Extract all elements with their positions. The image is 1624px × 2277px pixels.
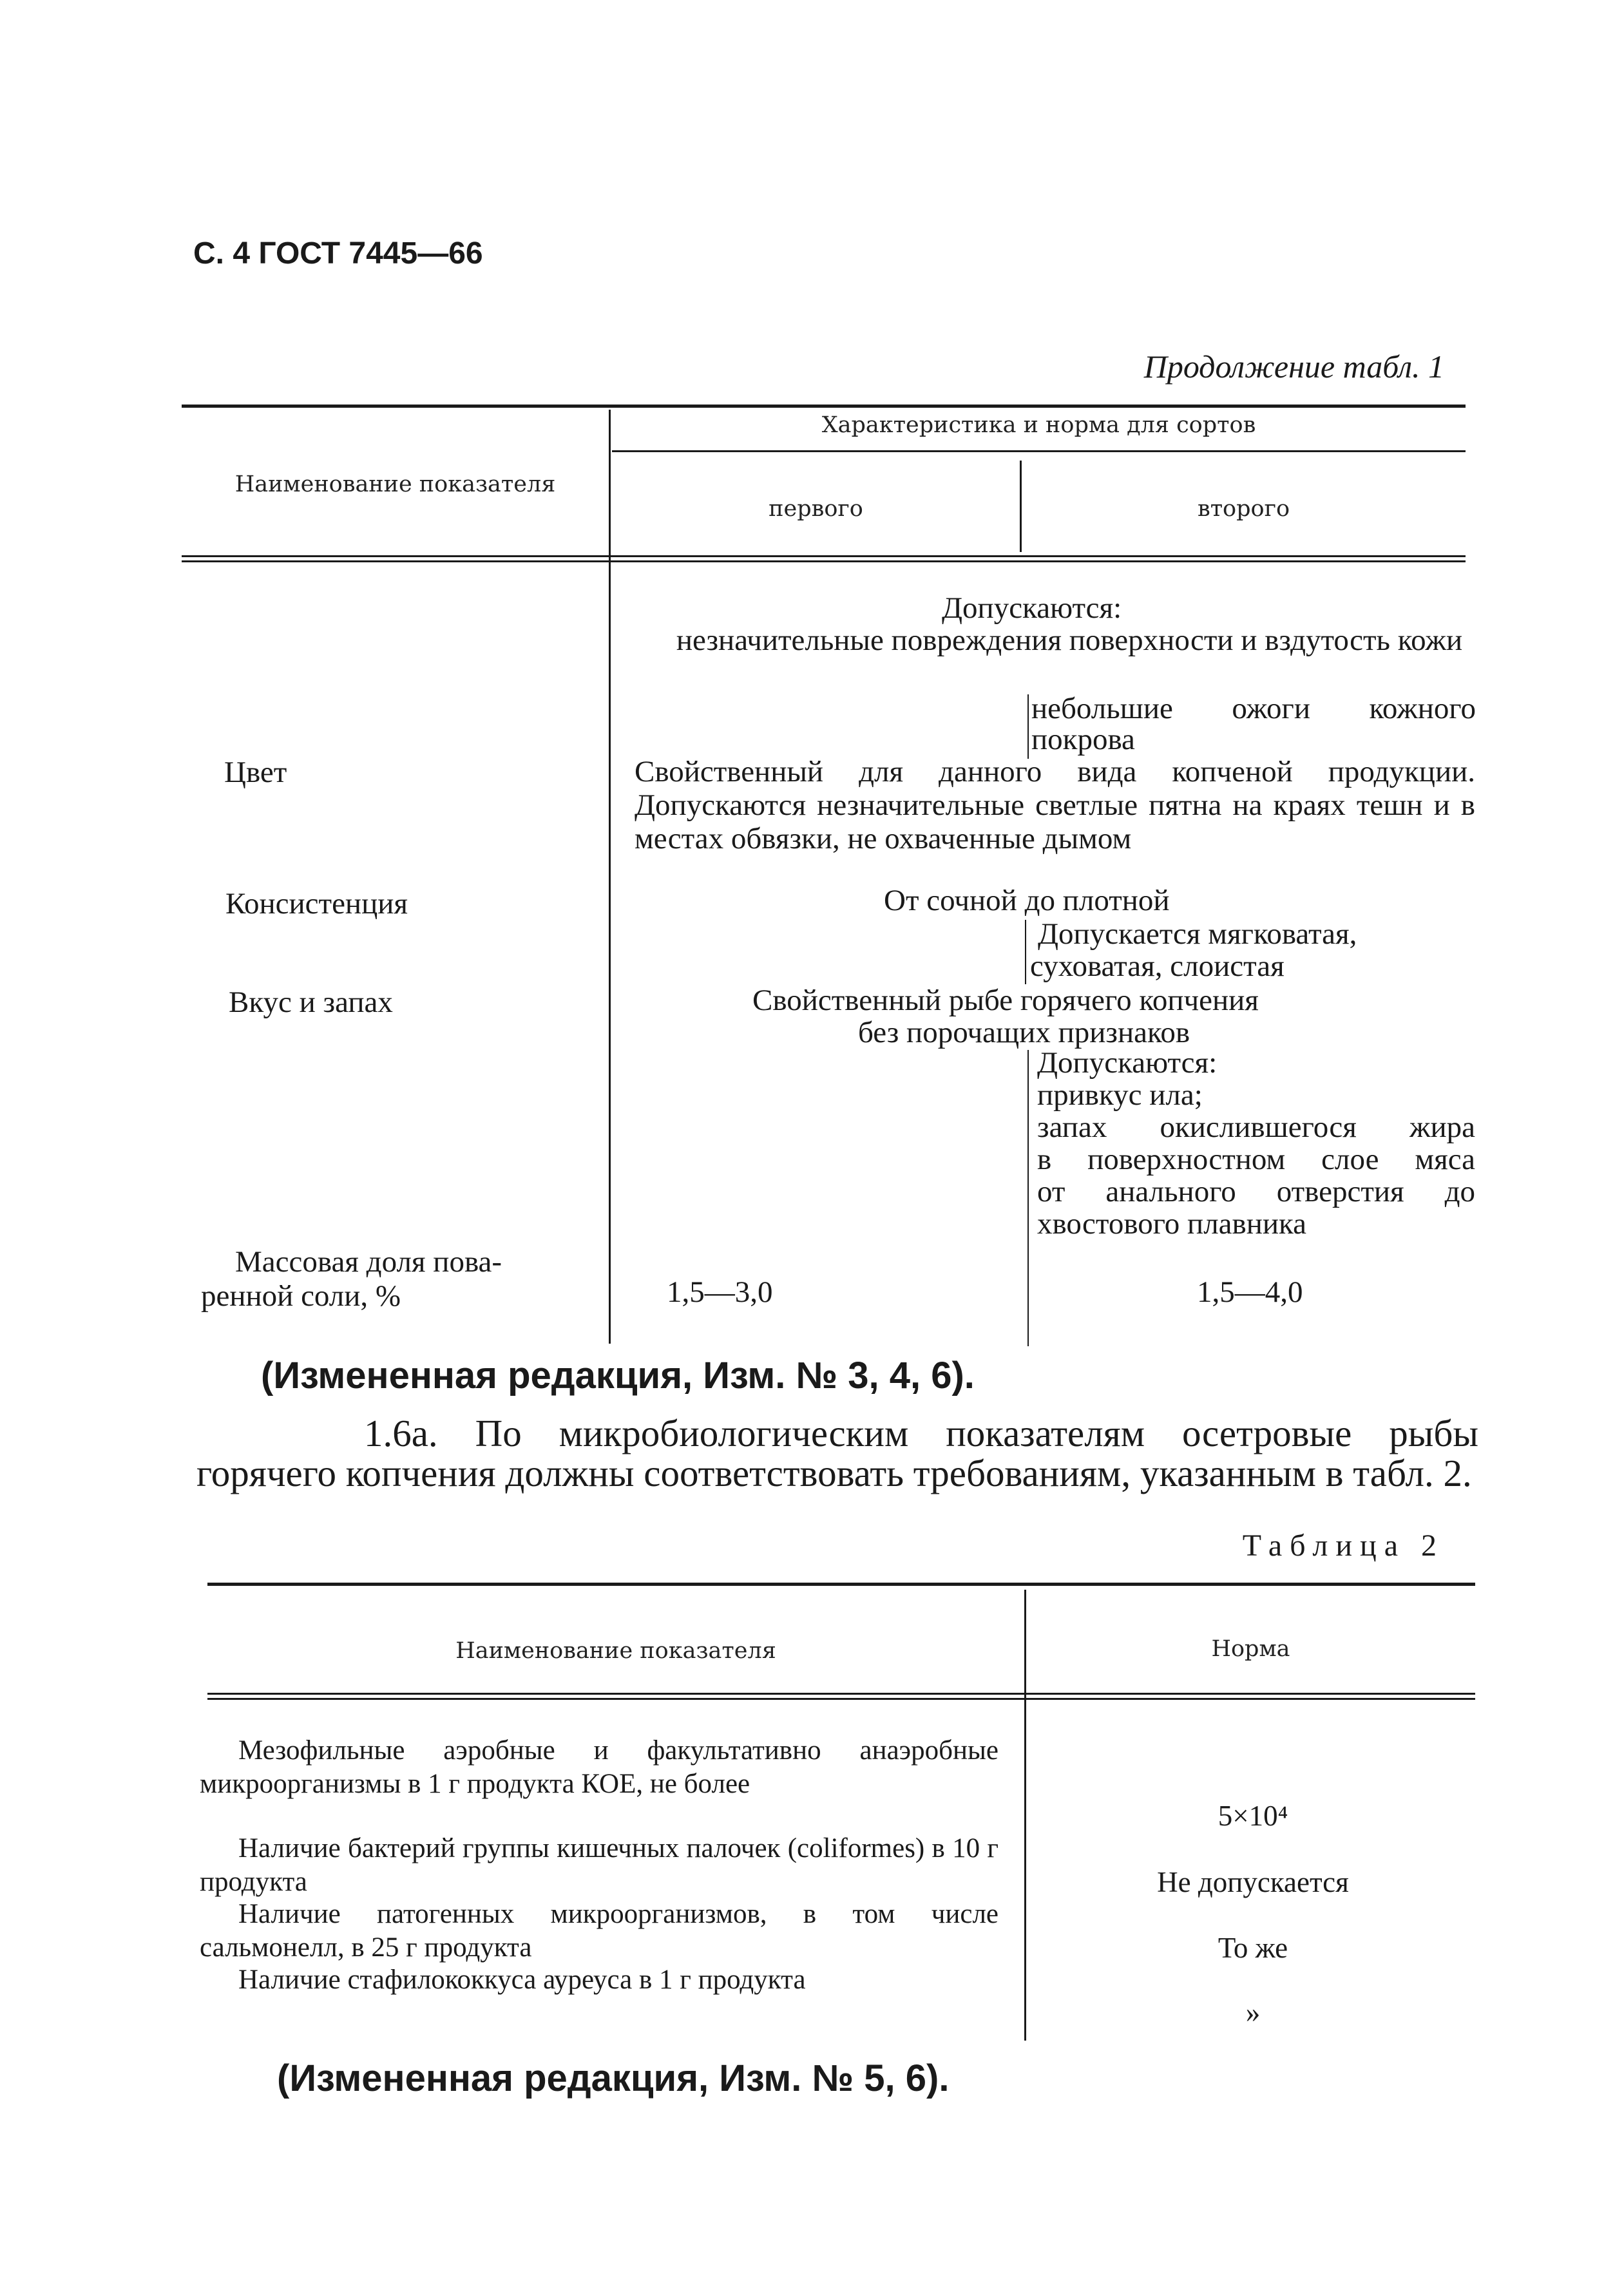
- taste-second-l4: в поверхностном слое мяса: [1037, 1143, 1475, 1176]
- modification-note-2: (Измененная редакция, Изм. № 5, 6).: [277, 2057, 950, 2099]
- taste-second-l5: от анального отверстия до: [1037, 1175, 1475, 1208]
- table2-row-3-indicator: [200, 1898, 998, 1965]
- table2-row-2-norm: Не допускается: [1157, 1866, 1349, 1898]
- surface-second-l1: небольшие ожоги кожного: [1031, 692, 1476, 725]
- table2-row-1-norm: 5×10⁴: [1218, 1800, 1288, 1832]
- surface-second-l2: покрова: [1031, 723, 1135, 756]
- consistency-second-l2: суховатая, слоистая: [1030, 949, 1285, 983]
- table2-row-4-indicator: [200, 1963, 998, 1997]
- table2-row-3-norm: То же: [1218, 1932, 1288, 1964]
- page-header: С. 4 ГОСТ 7445—66: [193, 236, 483, 271]
- taste-both-l2: без порочащих признаков: [858, 1016, 1190, 1049]
- table2-top-rule: [207, 1583, 1475, 1586]
- salt-first: 1,5—3,0: [667, 1275, 773, 1309]
- color-name: Цвет: [224, 756, 287, 789]
- table1-col-indicator: Наименование показателя: [234, 472, 556, 497]
- salt-name-l1: Массовая доля пова-: [235, 1245, 502, 1279]
- table1-divider: [609, 410, 611, 1344]
- table1-header-rule-2: [182, 560, 1466, 562]
- taste-second-l6: хвостового плавника: [1037, 1207, 1306, 1241]
- consistency-both: От сочной до плотной: [884, 884, 1170, 917]
- table1-col-second: второго: [1197, 496, 1290, 522]
- taste-both-l1: Свойственный рыбе горячего копчения: [752, 984, 1259, 1017]
- consistency-second-bar: [1025, 920, 1026, 984]
- taste-second-l3: запах окислившегося жира: [1037, 1110, 1475, 1144]
- table1-top-rule: [182, 405, 1466, 408]
- table1-header-rule: [182, 555, 1466, 557]
- table2-row-1-indicator: [200, 1734, 998, 1801]
- taste-second-l2: привкус ила;: [1037, 1078, 1203, 1112]
- taste-name: Вкус и запах: [229, 986, 393, 1019]
- table2-row-4-norm: »: [1245, 1996, 1261, 2028]
- surface-both-text: незначительные повреждения поверхности и вздутость кожи: [676, 624, 1463, 657]
- surface-second-bar: [1027, 694, 1029, 759]
- salt-second: 1,5—4,0: [1197, 1275, 1303, 1309]
- modification-note-1: (Измененная редакция, Изм. № 3, 4, 6).: [261, 1355, 975, 1396]
- table2-caption: Таблица 2: [1242, 1529, 1444, 1563]
- color-both: Свойственный для данного вида копченой продукции. Допускаются незначительные светлые пятна на краях тешн и в местах обвязки, не охваченные дымом: [635, 755, 1475, 855]
- table1-col-group: Характеристика и норма для сортов: [821, 412, 1256, 438]
- table2-row-2-indicator: [200, 1832, 998, 1899]
- table1-caption: Продолжение табл. 1: [1143, 348, 1444, 385]
- table2-row-3-text: Наличие патогенных микроорганизмов, в том числе сальмонелл, в 25 г продукта: [200, 1899, 998, 1963]
- table2-row-4-text: Наличие стафилококкуса ауреуса в 1 г продукта: [238, 1965, 806, 1995]
- taste-second-bar: [1027, 1050, 1029, 1346]
- table1-group-rule: [612, 450, 1466, 452]
- table2-row-1-text: Мезофильные аэробные и факультативно анаэробные микроорганизмы в 1 г продукта КОЕ, не более: [200, 1735, 998, 1799]
- table2-header-rule: [207, 1693, 1475, 1695]
- table2-header-rule-2: [207, 1698, 1475, 1700]
- paragraph-1-6a: [196, 1413, 1478, 1493]
- table1-col-first: первого: [769, 496, 863, 522]
- table2-col-indicator: Наименование показателя: [455, 1638, 776, 1664]
- surface-allowed-label: Допускаются:: [942, 591, 1122, 625]
- consistency-second-l1: Допускается мягковатая,: [1038, 917, 1357, 951]
- table2-row-2-text: Наличие бактерий группы кишечных палочек (coliformes) в 10 г продукта: [200, 1833, 998, 1897]
- salt-name-l2: ренной соли, %: [201, 1279, 401, 1313]
- table2-col-norm: Норма: [1211, 1636, 1290, 1662]
- consistency-name: Консистенция: [225, 887, 408, 920]
- taste-second-l1: Допускаются:: [1037, 1046, 1218, 1080]
- paragraph-1-6a-text: 1.6а. По микробиологическим показателям осетровые рыбы горячего копчения должны соответствовать требованиям, указанным в табл. 2.: [196, 1412, 1478, 1494]
